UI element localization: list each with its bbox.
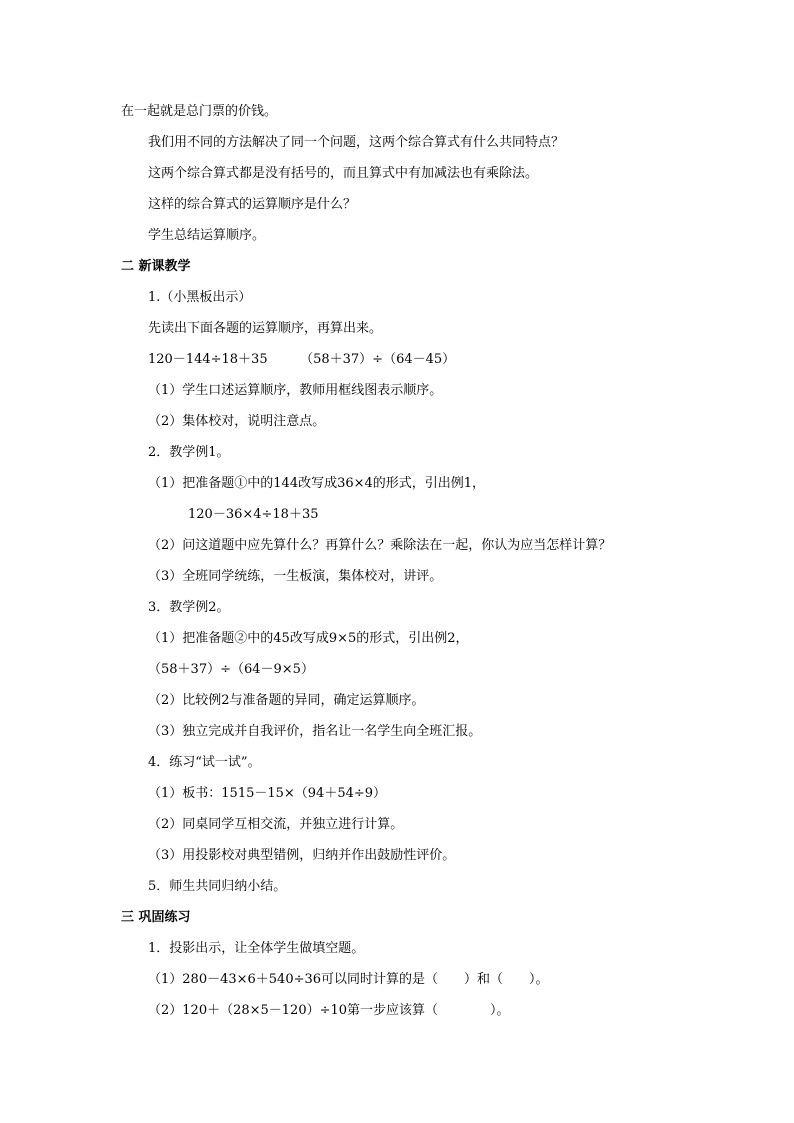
section-heading: 二 新课教学 (121, 259, 191, 274)
text-line: 在一起就是总门票的价钱。 (121, 104, 278, 119)
text-line: （3）独立完成并自我评价，指名让一名学生向全班汇报。 (148, 724, 482, 739)
text-line: 1.（小黑板出示） (148, 290, 252, 305)
text-line: 4．练习“试一试”。 (148, 755, 261, 770)
text-line: （1）280－43×6＋540÷36可以同时计算的是（ ）和（ ）。 (148, 972, 549, 987)
formula-line: 120－144÷18＋35 （58＋37）÷（64－45） (148, 352, 456, 367)
text-line: （2）同桌同学互相交流，并独立进行计算。 (148, 817, 404, 832)
text-line: （1）把准备题①中的144改写成36×4的形式，引出例1， (148, 476, 486, 491)
text-line: （2）比较例2与准备题的异同，确定运算顺序。 (148, 693, 425, 708)
text-line: 学生总结运算顺序。 (148, 228, 266, 243)
formula-line: 120－36×4÷18＋35 (188, 507, 319, 522)
text-line: （1）把准备题②中的45改写成9×5的形式，引出例2， (148, 631, 469, 646)
text-line: （3）全班同学统练，一生板演，集体校对，讲评。 (148, 569, 443, 584)
section-heading: 三 巩固练习 (121, 910, 191, 925)
text-line: 这样的综合算式的运算顺序是什么？ (148, 197, 357, 212)
text-line: （2）集体校对，说明注意点。 (148, 414, 326, 429)
text-line: 5．师生共同归纳小结。 (148, 879, 287, 894)
formula-line: （58＋37）÷（64－9×5） (148, 662, 314, 677)
text-line: 这两个综合算式都是没有括号的，而且算式中有加减法也有乘除法。 (148, 166, 539, 181)
text-line: 我们用不同的方法解决了同一个问题，这两个综合算式有什么共同特点？ (148, 135, 565, 150)
text-line: 1．投影出示，让全体学生做填空题。 (148, 941, 365, 956)
text-line: （1）学生口述运算顺序，教师用框线图表示顺序。 (148, 383, 443, 398)
text-line: （3）用投影校对典型错例，归纳并作出鼓励性评价。 (148, 848, 456, 863)
text-line: （1）板书：1515－15×（94＋54÷9） (148, 786, 387, 801)
text-line: （2）问这道题中应先算什么？再算什么？乘除法在一起，你认为应当怎样计算？ (148, 538, 612, 553)
text-line: 2．教学例1。 (148, 445, 230, 460)
text-line: 先读出下面各题的运算顺序，再算出来。 (148, 321, 383, 336)
text-line: 3．教学例2。 (148, 600, 230, 615)
text-line: （2）120＋（28×5－120）÷10第一步应该算（ ）。 (148, 1003, 510, 1018)
